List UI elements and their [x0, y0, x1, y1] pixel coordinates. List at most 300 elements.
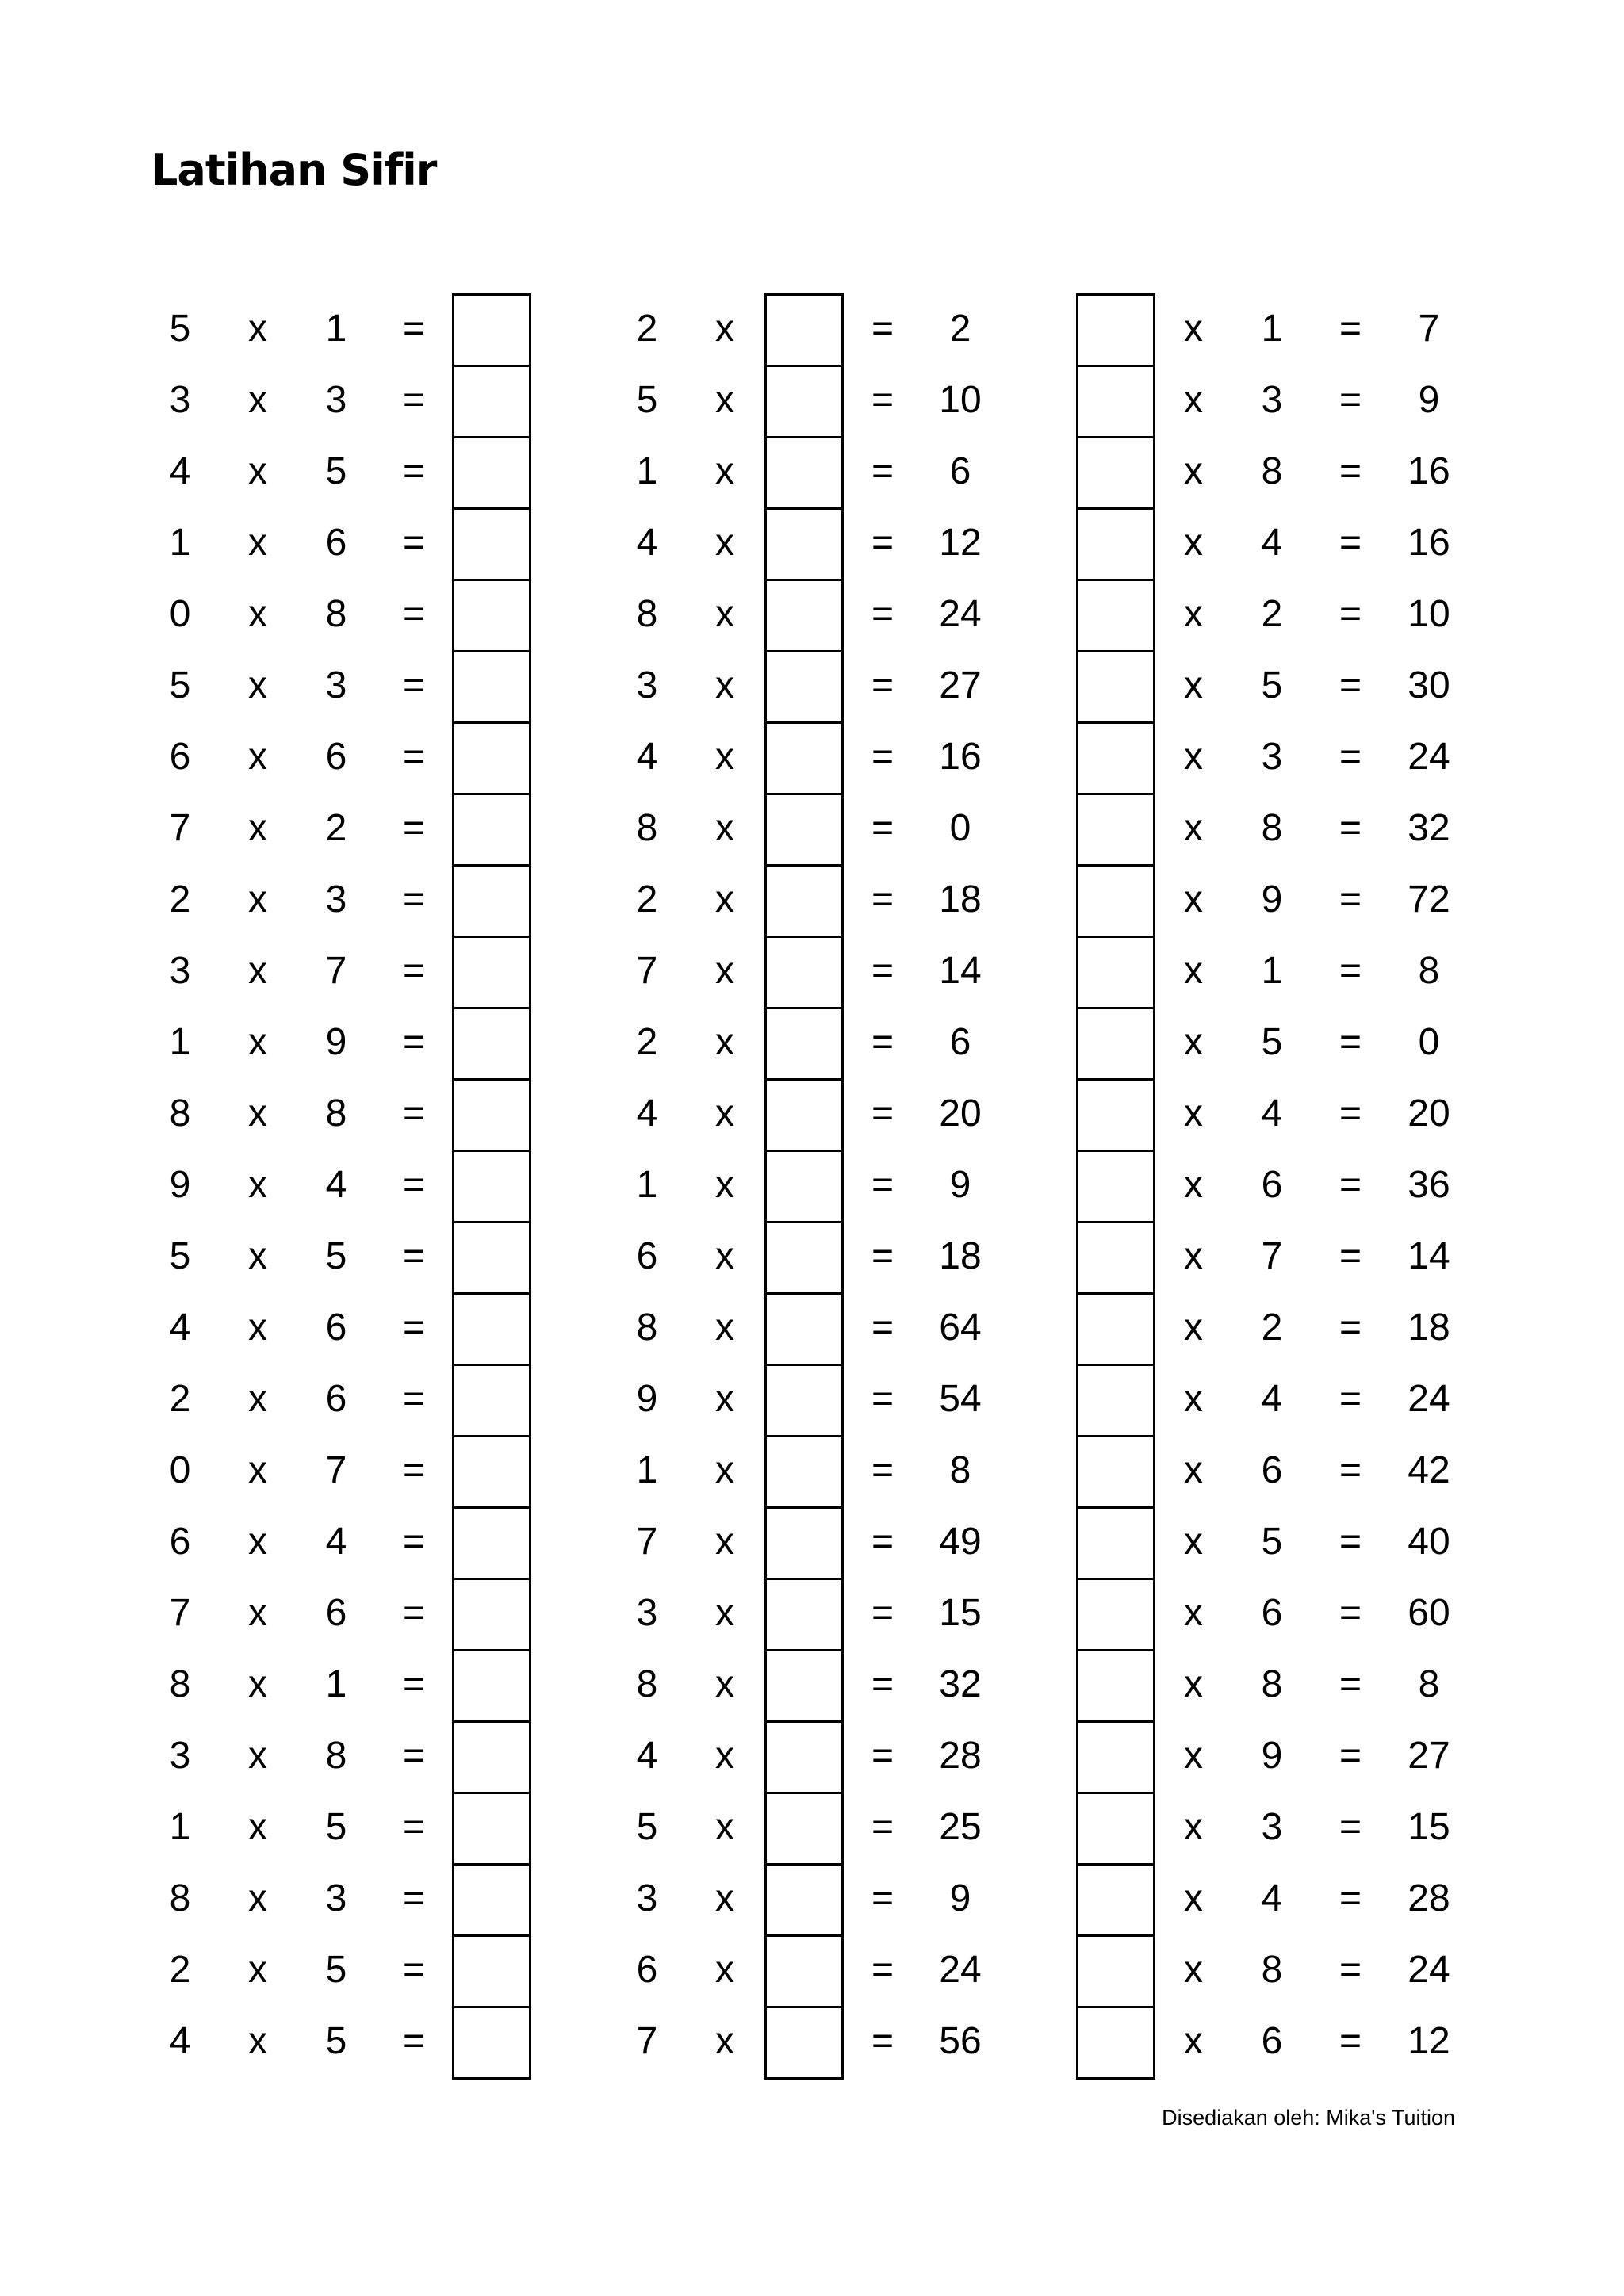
times-sign: x — [715, 308, 734, 350]
equals-sign: = — [1339, 1806, 1362, 1848]
answer-box-a[interactable] — [452, 1578, 531, 1651]
answer-box-b[interactable] — [764, 579, 844, 652]
times-sign: x — [715, 1307, 734, 1349]
answer-box-c[interactable] — [1076, 1007, 1155, 1081]
answer-box-a[interactable] — [452, 936, 531, 1009]
multiplicand: 8 — [169, 1877, 191, 1919]
product: 14 — [939, 950, 982, 992]
multiplicand: 1 — [636, 1449, 658, 1491]
product: 12 — [1408, 2020, 1450, 2062]
multiplicand: 9 — [636, 1378, 658, 1420]
answer-box-b[interactable] — [764, 365, 844, 438]
multiplicand: 2 — [636, 878, 658, 920]
equals-sign: = — [871, 1806, 894, 1848]
product: 56 — [939, 2020, 982, 2062]
multiplier: 1 — [325, 1663, 347, 1705]
answer-box-b[interactable] — [764, 936, 844, 1009]
answer-box-b[interactable] — [764, 1720, 844, 1794]
equals-sign: = — [402, 664, 426, 706]
multiplier: 5 — [325, 1949, 347, 1991]
multiplier: 8 — [1261, 807, 1283, 849]
answer-box-b[interactable] — [764, 436, 844, 510]
equals-sign: = — [1339, 1307, 1362, 1349]
multiplicand: 6 — [169, 736, 191, 778]
answer-box-b[interactable] — [764, 1364, 844, 1437]
times-sign: x — [248, 1592, 267, 1634]
times-sign: x — [715, 1663, 734, 1705]
multiplier: 4 — [1261, 1877, 1283, 1919]
multiplier: 4 — [1261, 1378, 1283, 1420]
answer-box-c[interactable] — [1076, 1578, 1155, 1651]
multiplicand: 2 — [169, 1949, 191, 1991]
times-sign: x — [1184, 308, 1203, 350]
multiplier: 7 — [1261, 1235, 1283, 1277]
product: 9 — [1418, 379, 1440, 421]
equals-sign: = — [402, 1663, 426, 1705]
product: 27 — [1408, 1735, 1450, 1777]
answer-box-b[interactable] — [764, 1150, 844, 1223]
times-sign: x — [248, 308, 267, 350]
times-sign: x — [248, 1378, 267, 1420]
times-sign: x — [248, 379, 267, 421]
answer-box-c[interactable] — [1076, 650, 1155, 724]
equals-sign: = — [1339, 736, 1362, 778]
multiplicand: 5 — [169, 1235, 191, 1277]
answer-box-b[interactable] — [764, 650, 844, 724]
answer-box-b[interactable] — [764, 721, 844, 795]
multiplier: 9 — [1261, 1735, 1283, 1777]
times-sign: x — [248, 1164, 267, 1206]
answer-box-a[interactable] — [452, 1007, 531, 1081]
times-sign: x — [1184, 736, 1203, 778]
equals-sign: = — [1339, 2020, 1362, 2062]
equals-sign: = — [871, 1021, 894, 1063]
multiplier: 6 — [325, 1592, 347, 1634]
product: 0 — [1418, 1021, 1440, 1063]
equals-sign: = — [1339, 1235, 1362, 1277]
product: 6 — [949, 1021, 971, 1063]
multiplicand: 8 — [636, 1663, 658, 1705]
times-sign: x — [248, 1235, 267, 1277]
multiplicand: 8 — [636, 807, 658, 849]
equals-sign: = — [871, 1949, 894, 1991]
answer-box-b[interactable] — [764, 1934, 844, 2008]
answer-box-a[interactable] — [452, 1078, 531, 1152]
answer-box-c[interactable] — [1076, 2006, 1155, 2080]
answer-box-a[interactable] — [452, 721, 531, 795]
product: 40 — [1408, 1521, 1450, 1563]
product: 24 — [1408, 1949, 1450, 1991]
equals-sign: = — [402, 1949, 426, 1991]
equals-sign: = — [871, 450, 894, 492]
times-sign: x — [715, 1592, 734, 1634]
equals-sign: = — [871, 379, 894, 421]
answer-box-a[interactable] — [452, 1221, 531, 1295]
product: 18 — [939, 1235, 982, 1277]
product: 24 — [1408, 1378, 1450, 1420]
multiplier: 8 — [325, 1093, 347, 1135]
answer-box-a[interactable] — [452, 293, 531, 367]
times-sign: x — [1184, 1806, 1203, 1848]
equals-sign: = — [402, 1735, 426, 1777]
product: 8 — [949, 1449, 971, 1491]
multiplier: 5 — [325, 2020, 347, 2062]
equals-sign: = — [1339, 1949, 1362, 1991]
multiplier: 8 — [1261, 450, 1283, 492]
multiplicand: 2 — [169, 878, 191, 920]
multiplicand: 3 — [169, 1735, 191, 1777]
multiplicand: 4 — [636, 736, 658, 778]
answer-box-a[interactable] — [452, 2006, 531, 2080]
equals-sign: = — [871, 1877, 894, 1919]
multiplier: 6 — [1261, 2020, 1283, 2062]
times-sign: x — [248, 664, 267, 706]
multiplier: 8 — [325, 593, 347, 635]
multiplier: 6 — [1261, 1164, 1283, 1206]
times-sign: x — [715, 593, 734, 635]
answer-box-c[interactable] — [1076, 1150, 1155, 1223]
times-sign: x — [1184, 1877, 1203, 1919]
product: 49 — [939, 1521, 982, 1563]
multiplicand: 4 — [636, 522, 658, 564]
times-sign: x — [1184, 807, 1203, 849]
answer-box-b[interactable] — [764, 1649, 844, 1723]
times-sign: x — [248, 878, 267, 920]
times-sign: x — [715, 1021, 734, 1063]
answer-box-b[interactable] — [764, 507, 844, 581]
answer-box-a[interactable] — [452, 1863, 531, 1937]
answer-box-a[interactable] — [452, 436, 531, 510]
multiplicand: 7 — [636, 950, 658, 992]
equals-sign: = — [1339, 1164, 1362, 1206]
multiplier: 8 — [325, 1735, 347, 1777]
multiplier: 6 — [325, 1307, 347, 1349]
answer-box-a[interactable] — [452, 1435, 531, 1509]
product: 18 — [1408, 1307, 1450, 1349]
multiplicand: 3 — [636, 1592, 658, 1634]
equals-sign: = — [1339, 1093, 1362, 1135]
multiplier: 6 — [325, 736, 347, 778]
multiplicand: 2 — [636, 308, 658, 350]
multiplicand: 2 — [169, 1378, 191, 1420]
answer-box-a[interactable] — [452, 579, 531, 652]
multiplier: 5 — [325, 450, 347, 492]
answer-box-b[interactable] — [764, 1078, 844, 1152]
answer-box-c[interactable] — [1076, 1292, 1155, 1366]
product: 32 — [1408, 807, 1450, 849]
multiplicand: 3 — [169, 950, 191, 992]
equals-sign: = — [402, 1521, 426, 1563]
equals-sign: = — [402, 1592, 426, 1634]
multiplicand: 6 — [636, 1235, 658, 1277]
multiplier: 3 — [1261, 1806, 1283, 1848]
answer-box-a[interactable] — [452, 864, 531, 938]
answer-box-a[interactable] — [452, 365, 531, 438]
times-sign: x — [1184, 878, 1203, 920]
times-sign: x — [1184, 593, 1203, 635]
times-sign: x — [715, 1521, 734, 1563]
multiplicand: 4 — [169, 2020, 191, 2062]
equals-sign: = — [402, 522, 426, 564]
answer-box-b[interactable] — [764, 793, 844, 867]
answer-box-a[interactable] — [452, 1150, 531, 1223]
equals-sign: = — [1339, 593, 1362, 635]
multiplier: 5 — [1261, 664, 1283, 706]
multiplicand: 2 — [636, 1021, 658, 1063]
multiplicand: 1 — [169, 522, 191, 564]
product: 16 — [1408, 522, 1450, 564]
times-sign: x — [248, 522, 267, 564]
multiplier: 5 — [325, 1806, 347, 1848]
product: 27 — [939, 664, 982, 706]
answer-box-b[interactable] — [764, 1435, 844, 1509]
footer-credit: Disediakan oleh: Mika's Tuition — [1162, 2106, 1455, 2130]
multiplier: 3 — [325, 664, 347, 706]
equals-sign: = — [871, 1521, 894, 1563]
multiplicand: 1 — [169, 1021, 191, 1063]
product: 18 — [939, 878, 982, 920]
multiplicand: 3 — [636, 1877, 658, 1919]
multiplier: 4 — [325, 1521, 347, 1563]
equals-sign: = — [871, 1592, 894, 1634]
multiplier: 3 — [325, 878, 347, 920]
times-sign: x — [248, 2020, 267, 2062]
product: 8 — [1418, 1663, 1440, 1705]
answer-box-c[interactable] — [1076, 1863, 1155, 1937]
times-sign: x — [248, 807, 267, 849]
multiplicand: 8 — [169, 1663, 191, 1705]
equals-sign: = — [1339, 1877, 1362, 1919]
equals-sign: = — [402, 308, 426, 350]
times-sign: x — [1184, 450, 1203, 492]
times-sign: x — [248, 736, 267, 778]
times-sign: x — [715, 1378, 734, 1420]
times-sign: x — [715, 2020, 734, 2062]
equals-sign: = — [871, 1449, 894, 1491]
answer-box-c[interactable] — [1076, 1435, 1155, 1509]
product: 9 — [949, 1877, 971, 1919]
equals-sign: = — [871, 1164, 894, 1206]
times-sign: x — [715, 1949, 734, 1991]
answer-box-a[interactable] — [452, 1364, 531, 1437]
multiplicand: 7 — [169, 807, 191, 849]
answer-box-c[interactable] — [1076, 579, 1155, 652]
multiplicand: 6 — [169, 1521, 191, 1563]
times-sign: x — [715, 1806, 734, 1848]
equals-sign: = — [1339, 1521, 1362, 1563]
answer-box-c[interactable] — [1076, 436, 1155, 510]
equals-sign: = — [1339, 1449, 1362, 1491]
answer-box-a[interactable] — [452, 1649, 531, 1723]
times-sign: x — [1184, 1093, 1203, 1135]
equals-sign: = — [402, 878, 426, 920]
times-sign: x — [715, 1235, 734, 1277]
multiplicand: 6 — [636, 1949, 658, 1991]
answer-box-b[interactable] — [764, 1578, 844, 1651]
product: 25 — [939, 1806, 982, 1848]
multiplier: 6 — [325, 1378, 347, 1420]
times-sign: x — [1184, 1235, 1203, 1277]
answer-box-c[interactable] — [1076, 507, 1155, 581]
times-sign: x — [1184, 522, 1203, 564]
answer-box-c[interactable] — [1076, 1720, 1155, 1794]
answer-box-c[interactable] — [1076, 721, 1155, 795]
equals-sign: = — [402, 1307, 426, 1349]
answer-box-c[interactable] — [1076, 293, 1155, 367]
answer-box-b[interactable] — [764, 1292, 844, 1366]
equals-sign: = — [871, 2020, 894, 2062]
times-sign: x — [715, 664, 734, 706]
multiplicand: 7 — [636, 2020, 658, 2062]
answer-box-b[interactable] — [764, 864, 844, 938]
times-sign: x — [715, 1735, 734, 1777]
times-sign: x — [715, 950, 734, 992]
multiplier: 8 — [1261, 1949, 1283, 1991]
multiplier: 2 — [1261, 1307, 1283, 1349]
answer-box-a[interactable] — [452, 793, 531, 867]
answer-box-a[interactable] — [452, 650, 531, 724]
answer-box-c[interactable] — [1076, 1649, 1155, 1723]
times-sign: x — [715, 736, 734, 778]
times-sign: x — [248, 1521, 267, 1563]
equals-sign: = — [871, 736, 894, 778]
multiplier: 9 — [325, 1021, 347, 1063]
multiplier: 2 — [1261, 593, 1283, 635]
times-sign: x — [715, 1449, 734, 1491]
equals-sign: = — [1339, 1021, 1362, 1063]
equals-sign: = — [1339, 1663, 1362, 1705]
times-sign: x — [715, 379, 734, 421]
answer-box-a[interactable] — [452, 1292, 531, 1366]
answer-box-a[interactable] — [452, 1720, 531, 1794]
times-sign: x — [248, 1307, 267, 1349]
answer-box-a[interactable] — [452, 507, 531, 581]
multiplier: 3 — [325, 379, 347, 421]
times-sign: x — [715, 807, 734, 849]
times-sign: x — [248, 450, 267, 492]
equals-sign: = — [1339, 664, 1362, 706]
product: 28 — [939, 1735, 982, 1777]
answer-box-b[interactable] — [764, 293, 844, 367]
multiplier: 9 — [1261, 878, 1283, 920]
multiplier: 1 — [1261, 950, 1283, 992]
multiplier: 3 — [1261, 379, 1283, 421]
answer-box-c[interactable] — [1076, 1506, 1155, 1580]
answer-box-c[interactable] — [1076, 1792, 1155, 1866]
equals-sign: = — [871, 1235, 894, 1277]
equals-sign: = — [871, 878, 894, 920]
multiplicand: 8 — [636, 593, 658, 635]
times-sign: x — [248, 1449, 267, 1491]
product: 20 — [939, 1093, 982, 1135]
answer-box-c[interactable] — [1076, 936, 1155, 1009]
equals-sign: = — [871, 593, 894, 635]
answer-box-c[interactable] — [1076, 864, 1155, 938]
times-sign: x — [248, 1735, 267, 1777]
answer-box-c[interactable] — [1076, 1934, 1155, 2008]
equals-sign: = — [871, 1093, 894, 1135]
multiplier: 5 — [1261, 1021, 1283, 1063]
equals-sign: = — [871, 522, 894, 564]
multiplier: 2 — [325, 807, 347, 849]
equals-sign: = — [1339, 522, 1362, 564]
answer-box-c[interactable] — [1076, 793, 1155, 867]
answer-box-b[interactable] — [764, 1863, 844, 1937]
times-sign: x — [1184, 664, 1203, 706]
times-sign: x — [715, 1164, 734, 1206]
product: 24 — [1408, 736, 1450, 778]
times-sign: x — [715, 878, 734, 920]
multiplier: 6 — [1261, 1592, 1283, 1634]
multiplicand: 4 — [636, 1735, 658, 1777]
answer-box-c[interactable] — [1076, 1078, 1155, 1152]
product: 54 — [939, 1378, 982, 1420]
product: 10 — [939, 379, 982, 421]
equals-sign: = — [402, 736, 426, 778]
times-sign: x — [1184, 1449, 1203, 1491]
product: 24 — [939, 1949, 982, 1991]
product: 0 — [949, 807, 971, 849]
answer-box-b[interactable] — [764, 1007, 844, 1081]
multiplicand: 1 — [636, 1164, 658, 1206]
answer-box-c[interactable] — [1076, 365, 1155, 438]
equals-sign: = — [1339, 308, 1362, 350]
multiplier: 5 — [325, 1235, 347, 1277]
equals-sign: = — [1339, 878, 1362, 920]
product: 64 — [939, 1307, 982, 1349]
product: 42 — [1408, 1449, 1450, 1491]
equals-sign: = — [402, 1235, 426, 1277]
answer-box-c[interactable] — [1076, 1221, 1155, 1295]
answer-box-b[interactable] — [764, 1221, 844, 1295]
equals-sign: = — [402, 379, 426, 421]
answer-box-b[interactable] — [764, 1792, 844, 1866]
answer-box-a[interactable] — [452, 1506, 531, 1580]
times-sign: x — [248, 950, 267, 992]
times-sign: x — [248, 1021, 267, 1063]
equals-sign: = — [1339, 1735, 1362, 1777]
times-sign: x — [715, 1877, 734, 1919]
times-sign: x — [248, 593, 267, 635]
product: 16 — [939, 736, 982, 778]
product: 8 — [1418, 950, 1440, 992]
answer-box-c[interactable] — [1076, 1364, 1155, 1437]
multiplicand: 4 — [169, 1307, 191, 1349]
multiplier: 7 — [325, 950, 347, 992]
answer-box-a[interactable] — [452, 1792, 531, 1866]
answer-box-a[interactable] — [452, 1934, 531, 2008]
equals-sign: = — [402, 1806, 426, 1848]
product: 60 — [1408, 1592, 1450, 1634]
product: 14 — [1408, 1235, 1450, 1277]
equals-sign: = — [402, 1093, 426, 1135]
product: 36 — [1408, 1164, 1450, 1206]
equals-sign: = — [871, 950, 894, 992]
multiplier: 7 — [325, 1449, 347, 1491]
product: 24 — [939, 593, 982, 635]
times-sign: x — [248, 1806, 267, 1848]
multiplicand: 5 — [169, 308, 191, 350]
multiplicand: 0 — [169, 1449, 191, 1491]
answer-box-b[interactable] — [764, 2006, 844, 2080]
equals-sign: = — [871, 1307, 894, 1349]
multiplier: 1 — [325, 308, 347, 350]
equals-sign: = — [1339, 379, 1362, 421]
answer-box-b[interactable] — [764, 1506, 844, 1580]
multiplier: 8 — [1261, 1663, 1283, 1705]
multiplier: 4 — [1261, 522, 1283, 564]
multiplicand: 1 — [169, 1806, 191, 1848]
